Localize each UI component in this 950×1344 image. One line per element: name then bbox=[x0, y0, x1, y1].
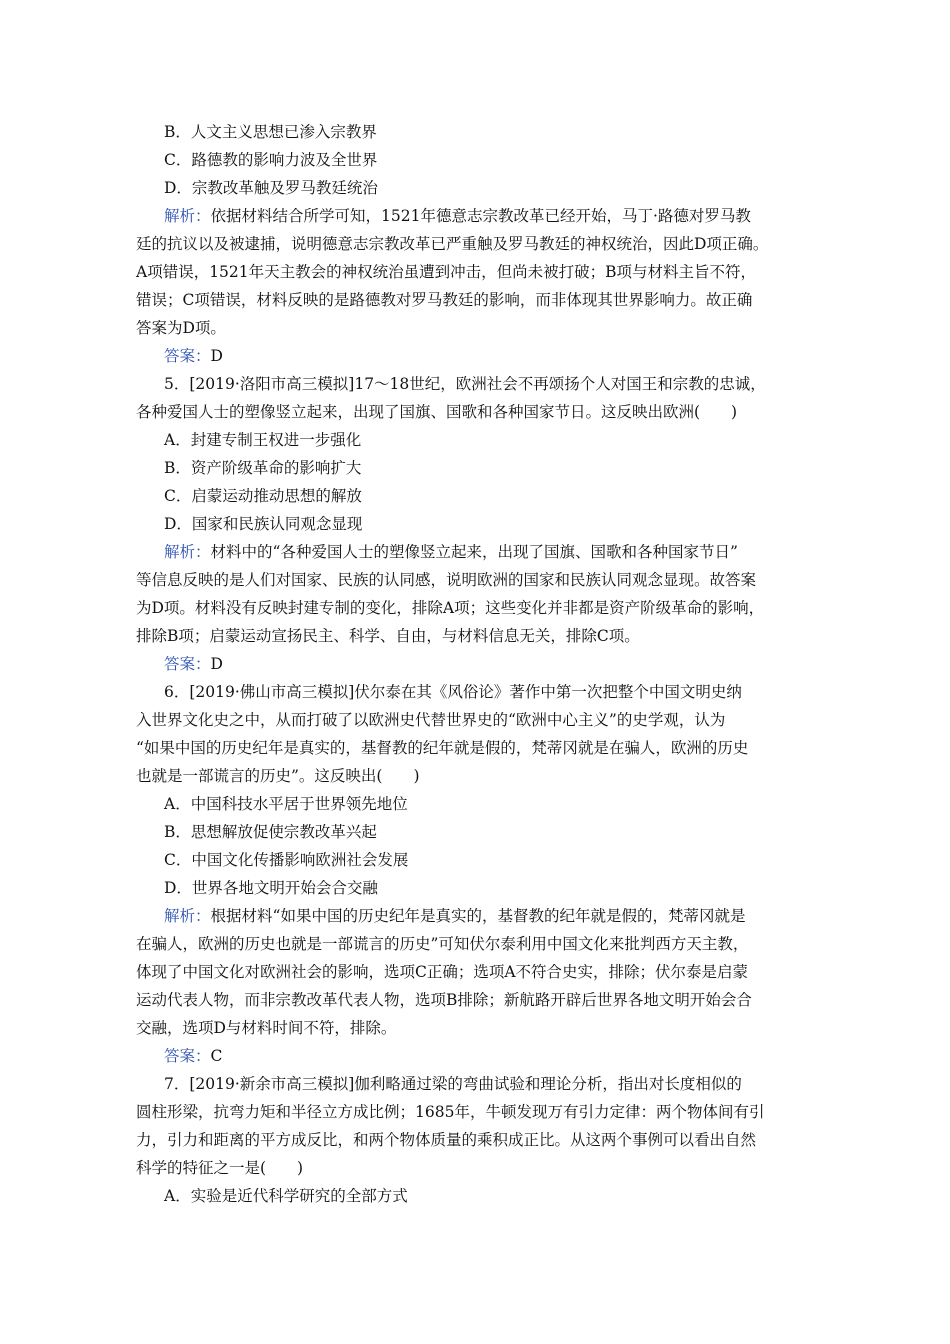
analysis-text: 交融，选项D与材料时间不符，排除。 bbox=[136, 1019, 397, 1037]
question-stem: 力，引力和距离的平方成反比，和两个物体质量的乘积成正比。从这两个事例可以看出自然 bbox=[136, 1131, 757, 1149]
question-4 bbox=[0, 118, 950, 370]
question-6 bbox=[0, 678, 950, 1070]
question-stem: 科学的特征之一是( ) bbox=[136, 1159, 304, 1177]
analysis-text: 依据材料结合所学可知，1521年德意志宗教改革已经开始，马丁·路德对罗马教 bbox=[210, 207, 751, 225]
analysis-label: 解析： bbox=[164, 207, 211, 225]
analysis-line bbox=[164, 202, 950, 230]
option-d: D．宗教改革触及罗马教廷统治 bbox=[164, 179, 378, 197]
analysis-text: 体现了中国文化对欧洲社会的影响，选项C正确；选项A不符合史实，排除；伏尔泰是启蒙 bbox=[136, 963, 749, 981]
analysis-text: A项错误，1521年天主教会的神权统治虽遭到冲击，但尚未被打破；B项与材料主旨不符， bbox=[136, 263, 757, 281]
question-stem: 各种爱国人士的塑像竖立起来，出现了国旗、国歌和各种国家节日。这反映出欧洲( ) bbox=[136, 403, 738, 421]
analysis-text: 廷的抗议以及被逮捕，说明德意志宗教改革已严重触及罗马教廷的神权统治，因此D项正确。 bbox=[136, 235, 769, 253]
question-stem: 7．[2019·新余市高三模拟]伽利略通过梁的弯曲试验和理论分析，指出对长度相似的 bbox=[164, 1075, 742, 1093]
answer-line bbox=[164, 342, 950, 370]
answer-line bbox=[164, 650, 950, 678]
question-stem: 5．[2019·洛阳市高三模拟]17～18世纪，欧洲社会不再颂扬个人对国王和宗教的忠诚， bbox=[164, 375, 766, 393]
option-c: C．中国文化传播影响欧洲社会发展 bbox=[164, 851, 409, 869]
question-5 bbox=[0, 370, 950, 678]
answer-value: D bbox=[210, 347, 223, 365]
option-b: B．资产阶级革命的影响扩大 bbox=[164, 459, 362, 477]
analysis-line bbox=[164, 538, 950, 566]
answer-label: 答案： bbox=[164, 655, 211, 673]
question-stem: 圆柱形梁，抗弯力矩和半径立方成比例；1685年，牛顿发现万有引力定律：两个物体间有引 bbox=[136, 1103, 765, 1121]
analysis-text: 答案为D项。 bbox=[136, 319, 226, 337]
answer-line bbox=[164, 1042, 950, 1070]
analysis-text: 等信息反映的是人们对国家、民族的认同感，说明欧洲的国家和民族认同观念显现。故答案 bbox=[136, 571, 757, 589]
answer-value: D bbox=[210, 655, 223, 673]
answer-value: C bbox=[210, 1047, 223, 1065]
option-c: C．路德教的影响力波及全世界 bbox=[164, 151, 378, 169]
option-b: B．人文主义思想已渗入宗教界 bbox=[164, 123, 377, 141]
analysis-text: 材料中的“各种爱国人士的塑像竖立起来，出现了国旗、国歌和各种国家节日” bbox=[210, 543, 738, 561]
analysis-text: 运动代表人物，而非宗教改革代表人物，选项B排除；新航路开辟后世界各地文明开始会合 bbox=[136, 991, 752, 1009]
analysis-line bbox=[164, 902, 950, 930]
answer-label: 答案： bbox=[164, 1047, 211, 1065]
question-stem: 6．[2019·佛山市高三模拟]伏尔泰在其《风俗论》著作中第一次把整个中国文明史纳 bbox=[164, 683, 742, 701]
option-a: A．封建专制王权进一步强化 bbox=[164, 431, 362, 449]
option-d: D．国家和民族认同观念显现 bbox=[164, 515, 363, 533]
option-d: D．世界各地文明开始会合交融 bbox=[164, 879, 378, 897]
analysis-text: 错误；C项错误，材料反映的是路德教对罗马教廷的影响，而非体现其世界影响力。故正确 bbox=[136, 291, 753, 309]
analysis-label: 解析： bbox=[164, 543, 211, 561]
analysis-text: 排除B项；启蒙运动宣扬民主、科学、自由，与材料信息无关，排除C项。 bbox=[136, 627, 640, 645]
question-stem: “如果中国的历史纪年是真实的，基督教的纪年就是假的，梵蒂冈就是在骗人，欧洲的历史 bbox=[136, 739, 749, 757]
question-7 bbox=[0, 1070, 950, 1210]
analysis-label: 解析： bbox=[164, 907, 211, 925]
question-stem: 入世界文化史之中，从而打破了以欧洲史代替世界史的“欧洲中心主义”的史学观，认为 bbox=[136, 711, 726, 729]
analysis-text: 根据材料“如果中国的历史纪年是真实的，基督教的纪年就是假的，梵蒂冈就是 bbox=[210, 907, 746, 925]
option-a: A．实验是近代科学研究的全部方式 bbox=[164, 1187, 408, 1205]
option-c: C．启蒙运动推动思想的解放 bbox=[164, 487, 362, 505]
option-a: A．中国科技水平居于世界领先地位 bbox=[164, 795, 408, 813]
analysis-text: 为D项。材料没有反映封建专制的变化，排除A项；这些变化并非都是资产阶级革命的影响， bbox=[136, 599, 765, 617]
analysis-text: 在骗人，欧洲的历史也就是一部谎言的历史”可知伏尔泰利用中国文化来批判西方天主教， bbox=[136, 935, 749, 953]
option-b: B．思想解放促使宗教改革兴起 bbox=[164, 823, 377, 841]
answer-label: 答案： bbox=[164, 347, 211, 365]
question-stem: 也就是一部谎言的历史”。这反映出( ) bbox=[136, 767, 420, 785]
